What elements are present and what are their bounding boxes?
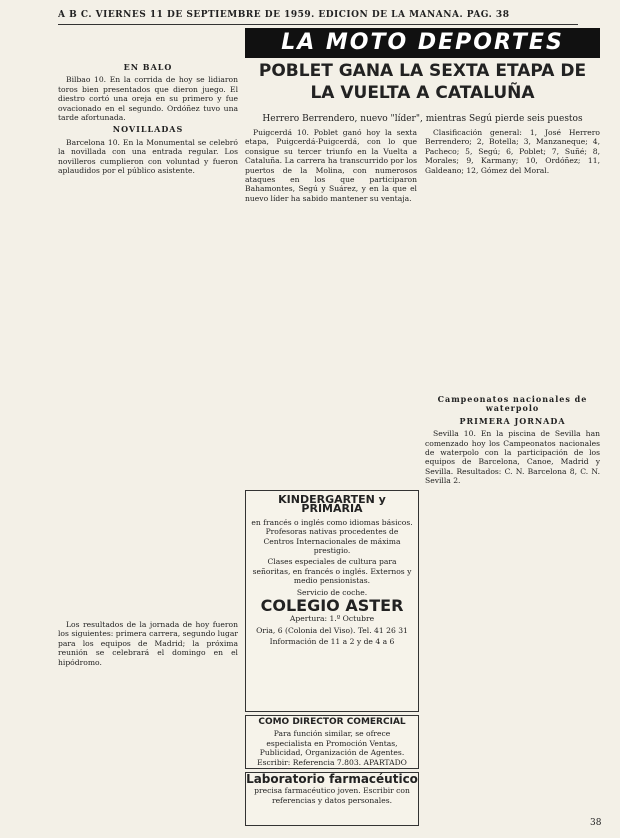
director-comercial-ad-title: COMO DIRECTOR COMERCIAL (258, 717, 406, 727)
left-text-1: Bilbao 10. En la corrida de hoy se lidiaron toros bien presentados que dieron juego. El diestro cortó una oreja en su primero y fue ovacionado en el segundo. Ordóñez tuvo una tarde afortunada. (58, 75, 238, 123)
laboratorio-ad (245, 772, 419, 826)
left-column-bottom (58, 620, 238, 820)
article-column-b (425, 128, 600, 390)
sports-banner: LA MOTO DEPORTES (245, 28, 600, 58)
main-headline: POBLET GANA LA SEXTA ETAPA DE LA VUELTA A CATALUÑA (258, 61, 587, 103)
waterpolo-subtitle: PRIMERA JORNADA (459, 415, 566, 426)
waterpolo-text: Sevilla 10. En la piscina de Sevilla han comenzado hoy los Campeonatos nacionales de waterpolo con la participación de los equipos de Barcelona, Canoe, Madrid y Sevilla. Resultados: C. N. Barcelona 8, C. N. Sevilla 2. (425, 429, 600, 486)
waterpolo-article (425, 392, 600, 812)
left-text-2: Barcelona 10. En la Monumental se celebró la novillada con una entrada regular. Los novilleros cumplieron con voluntad y fueron aplaudidos por el público asistente. (58, 137, 238, 176)
laboratorio-ad-title: Laboratorio farmacéutico (246, 772, 418, 786)
page-number: 38 (590, 818, 602, 828)
main-subhead: Herrero Berrendero, nuevo "líder", mientras Segú pierde seis puestos (262, 114, 583, 124)
director-comercial-ad (245, 715, 419, 769)
kindergarten-ad (245, 490, 419, 712)
kindergarten-ad-line-1: en francés o inglés como idiomas básicos. Profesoras nativas procedentes de Centros Internacionales de máxima prestigio. (251, 517, 413, 556)
section-heading-1: EN BALO (123, 62, 173, 72)
colegio-aster-line-2: Oria, 6 (Colonia del Viso). Tel. 41 26 31 (256, 625, 408, 635)
left-bottom-text: Los resultados de la jornada de hoy fueron los siguientes: primera carrera, segundo lugar para los equipos de Madrid; la próxima reunión se celebrará el domingo en el hipódromo. (58, 620, 238, 667)
kindergarten-ad-line-3: Servicio de coche. (296, 587, 368, 597)
section-heading-2: NOVILLADAS (112, 124, 184, 135)
director-comercial-ad-text: Para función similar, se ofrece especialista en Promoción Ventas, Publicidad, Organización de Agentes. Escribir: Referencia 7.803. APARTADO (257, 729, 407, 767)
colegio-aster-line-3: Información de 11 a 2 y de 4 a 6 (269, 637, 395, 647)
colegio-aster-title: COLEGIO ASTER (260, 596, 404, 616)
article-text-b: Clasificación general: 1, José Herrero Berrendero; 2, Botella; 3, Manzaneque; 4, Pacheco; 5, Segú; 6, Poblet; 7, Suñé; 8, Morales; 9, Karmany; 10, Ordóñez; 11, Galdeano; 12, Gómez del Moral. (425, 128, 600, 175)
colegio-aster-line-1: Apertura: 1.º Octubre (289, 614, 375, 624)
article-text-a: Puigcerdá 10. Poblet ganó hoy la sexta etapa, Puigcerdá-Puigcerdá, con lo que consigue su tercer triunfo en la Vuelta a Cataluña. La carrera ha transcurrido por los puertos de la Molina, con numerosos ataques en los que participaron Bahamontes, Segú y Suárez, y en la que el nuevo líder ha sabido mantener su ventaja. (245, 128, 417, 203)
article-column-a (245, 128, 417, 488)
laboratorio-ad-text: precisa farmacéutico joven. Escribir con referencias y datos personales. (254, 786, 410, 805)
left-column (58, 60, 238, 620)
waterpolo-title: Campeonatos nacionales de waterpolo (437, 394, 588, 414)
kindergarten-ad-line-2: Clases especiales de cultura para señoritas, en francés o inglés. Externos y medio pensionistas. (252, 557, 412, 586)
kindergarten-ad-title: KINDERGARTEN y PRIMARIA (278, 493, 386, 516)
page-header: A B C. VIERNES 11 DE SEPTIEMBRE DE 1959. EDICION DE LA MAÑANA. PAG. 38 (58, 10, 578, 25)
